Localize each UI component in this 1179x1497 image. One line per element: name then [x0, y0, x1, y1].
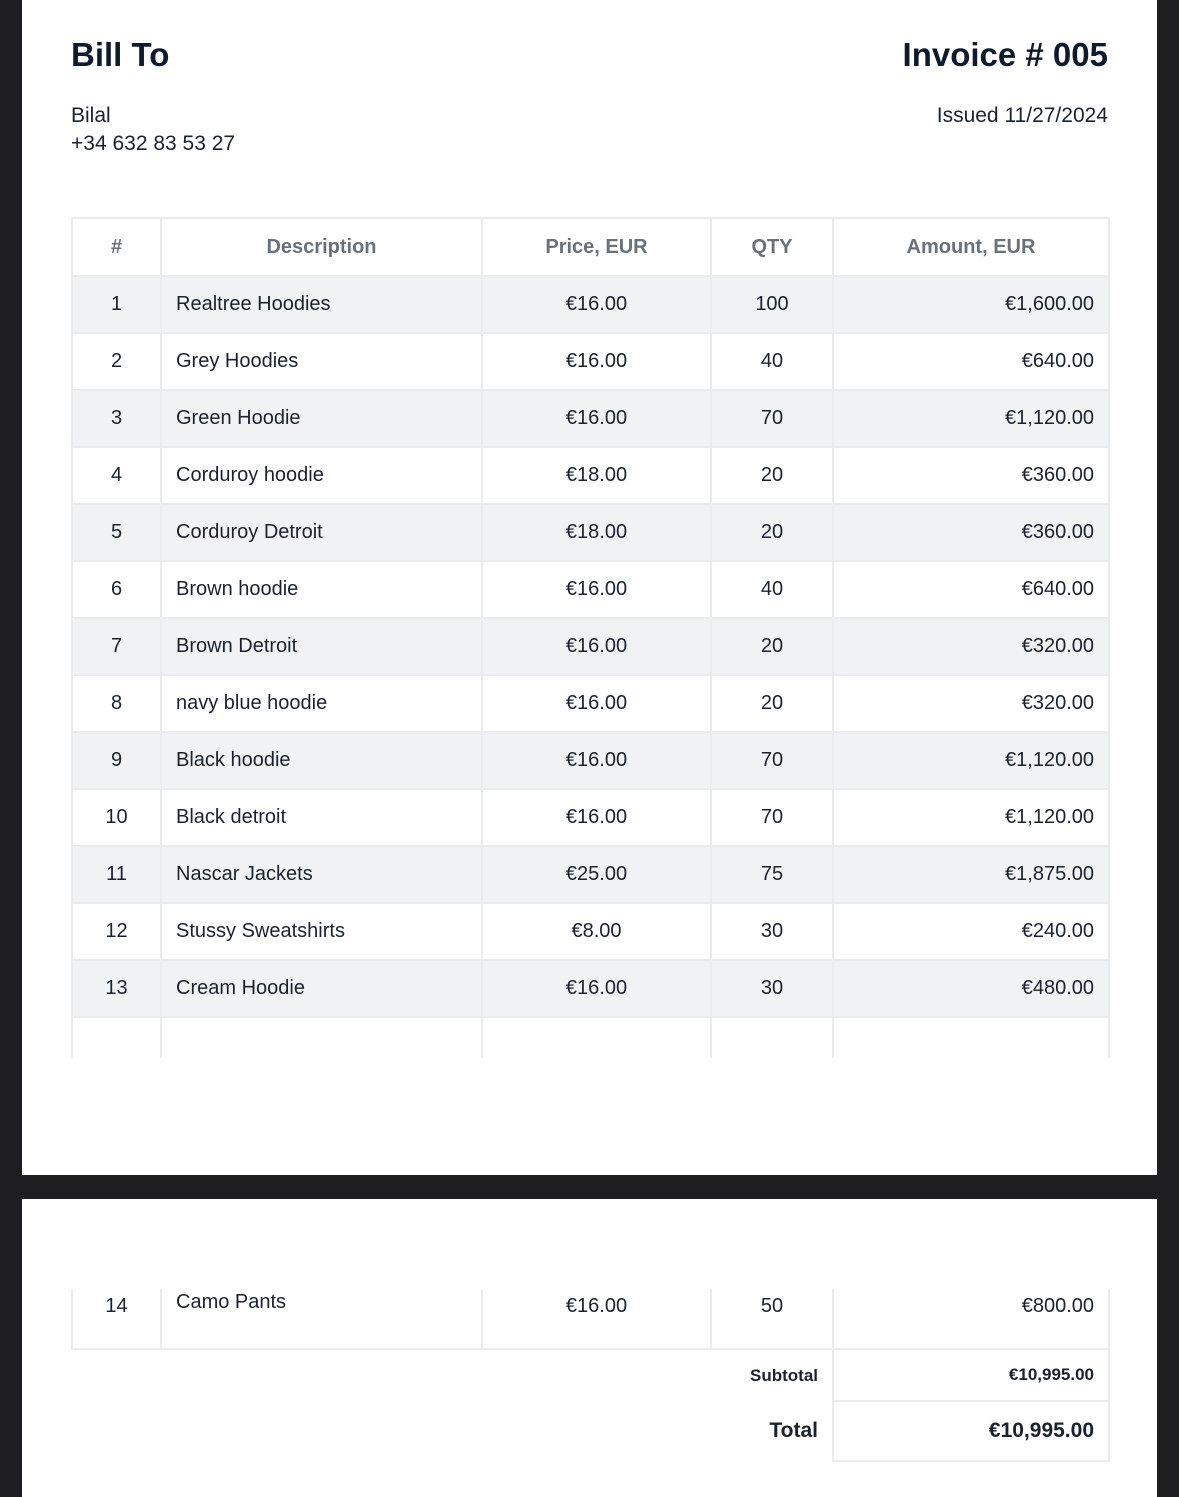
row-amount: €480.00	[833, 960, 1109, 1017]
empty-cell	[711, 1017, 833, 1058]
row-description: Realtree Hoodies	[161, 276, 482, 333]
table-row	[72, 789, 1109, 846]
row-price: €16.00	[482, 390, 711, 447]
table-row	[72, 846, 1109, 903]
issued-date: Issued 11/27/2024	[936, 104, 1108, 127]
row-qty: 20	[711, 447, 833, 504]
row-description: Green Hoodie	[161, 390, 482, 447]
row-number: 11	[72, 846, 161, 903]
table-row	[72, 732, 1109, 789]
row-qty: 70	[711, 789, 833, 846]
row-qty: 70	[711, 390, 833, 447]
row-number: 13	[72, 960, 161, 1017]
row-number: 7	[72, 618, 161, 675]
row-description: Black hoodie	[161, 732, 482, 789]
row-price: €8.00	[482, 903, 711, 960]
row-number: 6	[72, 561, 161, 618]
row-number: 1	[72, 276, 161, 333]
row-amount: €360.00	[833, 447, 1109, 504]
row-amount: €320.00	[833, 675, 1109, 732]
table-row	[72, 447, 1109, 504]
row-description: Nascar Jackets	[161, 846, 482, 903]
row-price: €16.00	[482, 561, 711, 618]
row-price: €18.00	[482, 504, 711, 561]
row-price: €16.00	[482, 1289, 711, 1349]
row-number: 14	[72, 1289, 161, 1349]
table-row	[72, 333, 1109, 390]
row-price: €16.00	[482, 618, 711, 675]
row-amount: €640.00	[833, 333, 1109, 390]
empty-cell	[833, 1017, 1109, 1058]
row-number: 9	[72, 732, 161, 789]
row-description: Brown Detroit	[161, 618, 482, 675]
column-header-qty: QTY	[711, 218, 833, 276]
table-row	[72, 504, 1109, 561]
row-description: Corduroy hoodie	[161, 447, 482, 504]
row-number: 8	[72, 675, 161, 732]
row-description: Stussy Sweatshirts	[161, 903, 482, 960]
row-price: €16.00	[482, 276, 711, 333]
row-amount: €1,875.00	[833, 846, 1109, 903]
row-amount: €320.00	[833, 618, 1109, 675]
empty-row	[72, 1017, 1109, 1058]
row-price: €16.00	[482, 333, 711, 390]
row-price: €16.00	[482, 732, 711, 789]
subtotal-label: Subtotal	[750, 1365, 818, 1385]
row-qty: 20	[711, 675, 833, 732]
table-row	[72, 276, 1109, 333]
row-description: Brown hoodie	[161, 561, 482, 618]
row-qty: 20	[711, 504, 833, 561]
row-description: Cream Hoodie	[161, 960, 482, 1017]
invoice-page-2	[22, 1199, 1157, 1497]
row-description: Camo Pants	[161, 1289, 482, 1349]
row-price: €18.00	[482, 447, 711, 504]
row-amount: €1,120.00	[833, 732, 1109, 789]
subtotal-value: €10,995.00	[833, 1349, 1109, 1401]
column-header-number: #	[72, 218, 161, 276]
invoice-page-1	[22, 0, 1157, 1175]
client-name: Bilal	[71, 104, 111, 127]
items-table-continued	[71, 1289, 1110, 1462]
client-phone: +34 632 83 53 27	[71, 132, 236, 155]
row-amount: €240.00	[833, 903, 1109, 960]
total-value: €10,995.00	[833, 1401, 1109, 1461]
table-row	[72, 1289, 1109, 1349]
row-amount: €800.00	[833, 1289, 1109, 1349]
row-number: 10	[72, 789, 161, 846]
subtotal-row	[72, 1349, 1109, 1401]
row-amount: €1,120.00	[833, 789, 1109, 846]
column-header-description: Description	[161, 218, 482, 276]
row-number: 4	[72, 447, 161, 504]
row-price: €16.00	[482, 789, 711, 846]
row-description: Grey Hoodies	[161, 333, 482, 390]
row-amount: €360.00	[833, 504, 1109, 561]
table-row	[72, 903, 1109, 960]
row-qty: 40	[711, 561, 833, 618]
items-table	[71, 217, 1110, 1058]
table-row	[72, 618, 1109, 675]
table-row	[72, 390, 1109, 447]
row-number: 2	[72, 333, 161, 390]
row-amount: €1,120.00	[833, 390, 1109, 447]
row-number: 12	[72, 903, 161, 960]
empty-cell	[482, 1017, 711, 1058]
row-qty: 70	[711, 732, 833, 789]
row-number: 5	[72, 504, 161, 561]
total-label: Total	[769, 1419, 818, 1442]
total-row	[72, 1401, 1109, 1461]
row-amount: €1,600.00	[833, 276, 1109, 333]
row-qty: 30	[711, 960, 833, 1017]
column-header-price: Price, EUR	[482, 218, 711, 276]
row-number: 3	[72, 390, 161, 447]
row-qty: 75	[711, 846, 833, 903]
table-row	[72, 960, 1109, 1017]
row-qty: 20	[711, 618, 833, 675]
row-description: navy blue hoodie	[161, 675, 482, 732]
row-price: €16.00	[482, 960, 711, 1017]
row-qty: 100	[711, 276, 833, 333]
empty-cell	[72, 1017, 161, 1058]
table-row	[72, 561, 1109, 618]
row-qty: 40	[711, 333, 833, 390]
row-description: Corduroy Detroit	[161, 504, 482, 561]
row-price: €16.00	[482, 675, 711, 732]
row-price: €25.00	[482, 846, 711, 903]
column-header-amount: Amount, EUR	[833, 218, 1109, 276]
row-qty: 50	[711, 1289, 833, 1349]
table-row	[72, 675, 1109, 732]
row-amount: €640.00	[833, 561, 1109, 618]
bill-to-heading: Bill To	[71, 36, 170, 73]
table-header-row	[72, 218, 1109, 276]
invoice-number: Invoice # 005	[902, 36, 1108, 73]
row-qty: 30	[711, 903, 833, 960]
empty-cell	[161, 1017, 482, 1058]
row-description: Black detroit	[161, 789, 482, 846]
